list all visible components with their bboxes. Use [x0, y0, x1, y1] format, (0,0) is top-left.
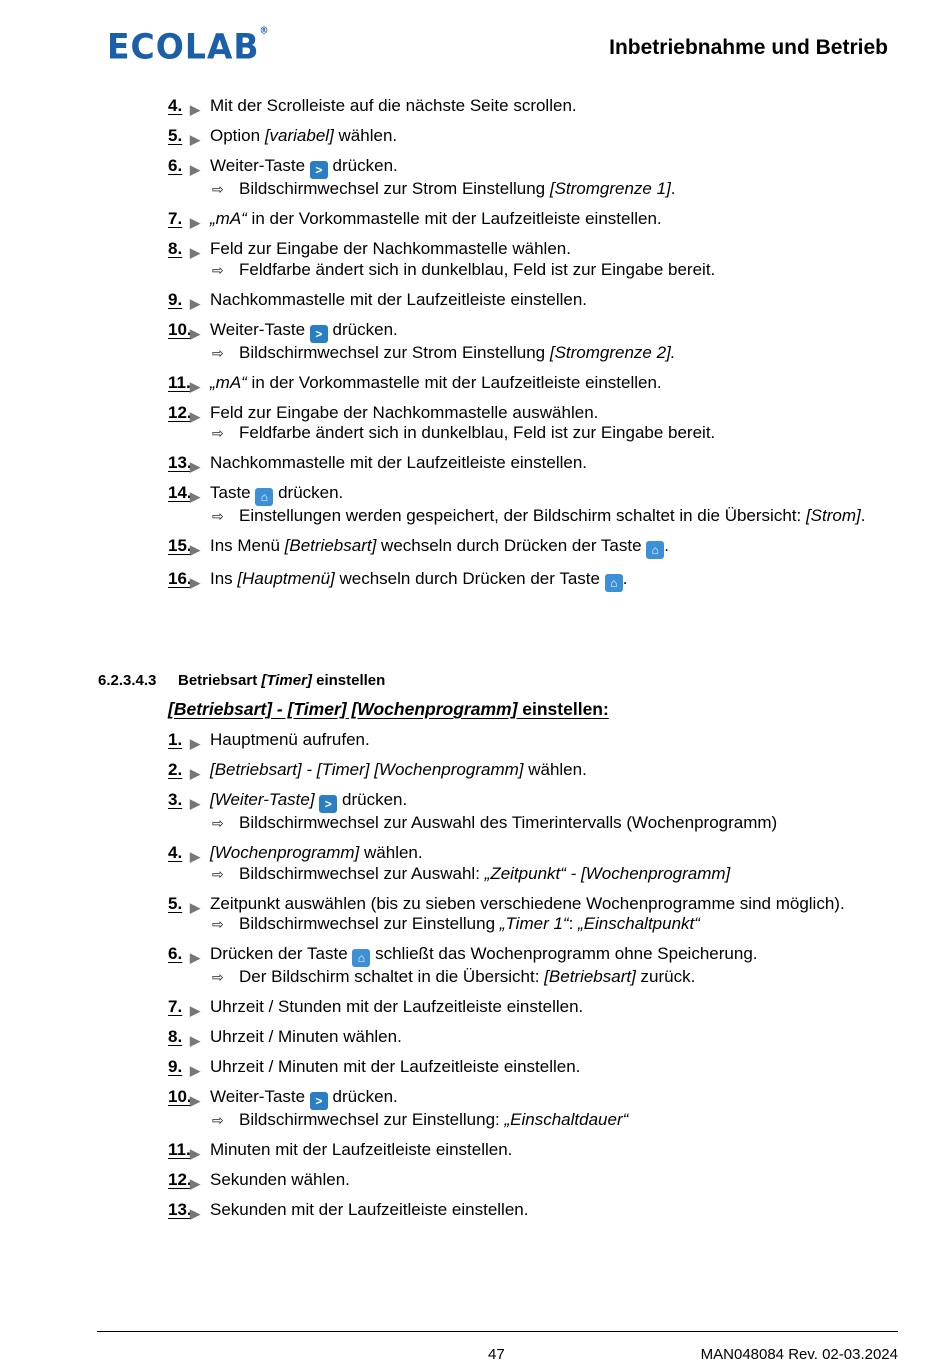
step-text: [Betriebsart] - [Timer] [Wochenprogramm] wählen. — [210, 760, 587, 779]
ecolab-logo: ECOLAB® — [107, 26, 269, 67]
next-key-icon: > — [310, 161, 328, 179]
result-arrow-icon: ⇨ — [212, 181, 224, 197]
step-number: 11. ▶ — [168, 373, 208, 394]
document-reference: MAN048084 Rev. 02-03.2024 — [700, 1346, 898, 1363]
step-arrow-icon: ▶ — [190, 542, 200, 557]
step-result: ⇨ Der Bildschirm schaltet in die Übersicht: [Betriebsart] zurück. — [212, 967, 696, 986]
step-arrow-icon: ▶ — [190, 489, 200, 504]
step-item — [168, 1057, 908, 1078]
step-arrow-icon: ▶ — [190, 950, 200, 965]
step-item — [168, 126, 908, 147]
step-item — [168, 536, 908, 559]
step-item — [168, 1140, 908, 1161]
step-item — [168, 1087, 908, 1131]
step-arrow-icon: ▶ — [190, 574, 200, 590]
step-number: 10. ▶ — [168, 1087, 208, 1108]
result-arrow-icon: ⇨ — [212, 1112, 224, 1128]
step-number: 13. ▶ — [168, 1200, 208, 1221]
step-arrow-icon: ▶ — [190, 295, 200, 311]
step-text: „mA“ in der Vorkommastelle mit der Laufzeitleiste einstellen. — [210, 209, 662, 228]
result-arrow-icon: ⇨ — [212, 261, 224, 278]
step-text: Sekunden wählen. — [210, 1170, 350, 1189]
step-number: 7. ▶ — [168, 997, 208, 1018]
result-arrow-icon: ⇨ — [212, 969, 224, 985]
step-text: Hauptmenü aufrufen. — [210, 730, 370, 749]
step-arrow-icon: ▶ — [190, 736, 200, 751]
step-number: 2. ▶ — [168, 760, 208, 781]
step-item — [168, 453, 908, 474]
step-item — [168, 760, 908, 781]
step-result: ⇨ Einstellungen werden gespeichert, der Bildschirm schaltet in die Übersicht: [Strom]. — [212, 506, 866, 525]
step-text: Option [variabel] wählen. — [210, 126, 398, 145]
step-arrow-icon: ▶ — [190, 849, 200, 864]
step-arrow-icon: ▶ — [190, 1206, 200, 1221]
footer-divider — [97, 1331, 898, 1332]
step-text: „mA“ in der Vorkommastelle mit der Laufzeitleiste einstellen. — [210, 372, 662, 392]
step-result: ⇨ Bildschirmwechsel zur Einstellung „Timer 1“: „Einschaltpunkt“ — [212, 914, 700, 933]
step-number: 4. ▶ — [168, 96, 208, 117]
step-number: 8. ▶ — [168, 1027, 208, 1048]
step-result: ⇨ Bildschirmwechsel zur Strom Einstellung [Stromgrenze 2]. — [212, 342, 676, 362]
step-text: Taste ⌂ drücken. — [210, 483, 344, 504]
next-key-icon: > — [319, 795, 337, 813]
step-text: Drücken der Taste ⌂ schließt das Wochenprogramm ohne Speicherung. — [210, 944, 758, 965]
step-arrow-icon: ▶ — [190, 1176, 200, 1191]
result-arrow-icon: ⇨ — [212, 508, 224, 524]
step-number: 7. ▶ — [168, 209, 208, 230]
step-item — [168, 1027, 908, 1048]
step-number: 12. ▶ — [168, 403, 208, 424]
step-number: 15. ▶ — [168, 536, 208, 557]
step-number: 8. ▶ — [168, 239, 208, 260]
step-text: Feld zur Eingabe der Nachkommastelle wählen. — [210, 239, 571, 258]
step-text: Feld zur Eingabe der Nachkommastelle auswählen. — [210, 402, 599, 422]
step-arrow-icon: ▶ — [190, 1003, 200, 1018]
step-item — [168, 290, 908, 311]
step-item — [168, 894, 908, 935]
next-key-icon: > — [310, 325, 328, 343]
step-text: Uhrzeit / Stunden mit der Laufzeitleiste einstellen. — [210, 997, 584, 1016]
step-item — [168, 730, 908, 751]
step-item — [168, 1200, 908, 1221]
step-number: 5. ▶ — [168, 126, 208, 147]
page-header-title: Inbetriebnahme und Betrieb — [609, 36, 888, 59]
step-text: Uhrzeit / Minuten mit der Laufzeitleiste einstellen. — [210, 1057, 581, 1076]
step-arrow-icon: ▶ — [190, 102, 200, 117]
step-arrow-icon: ▶ — [190, 162, 200, 177]
step-item — [168, 373, 908, 394]
step-item — [168, 997, 908, 1018]
step-item — [168, 483, 908, 527]
step-arrow-icon: ▶ — [190, 408, 200, 424]
step-list-current — [168, 96, 908, 601]
step-number: 14. ▶ — [168, 483, 208, 504]
home-key-icon: ⌂ — [352, 949, 370, 967]
step-number: 5. ▶ — [168, 894, 208, 915]
step-text: Weiter-Taste > drücken. — [210, 1087, 398, 1108]
step-arrow-icon: ▶ — [190, 1063, 200, 1078]
result-arrow-icon: ⇨ — [212, 815, 224, 831]
home-key-icon: ⌂ — [646, 541, 664, 559]
step-number: 16. ▶ — [168, 569, 208, 590]
step-result: ⇨ Bildschirmwechsel zur Auswahl: „Zeitpunkt“ - [Wochenprogramm] — [212, 863, 731, 883]
step-list-timer — [168, 730, 908, 1230]
step-arrow-icon: ▶ — [190, 1033, 200, 1048]
step-text: Ins Menü [Betriebsart] wechseln durch Drücken der Taste ⌂ . — [210, 536, 669, 557]
step-arrow-icon: ▶ — [190, 215, 200, 230]
step-result: ⇨ Bildschirmwechsel zur Einstellung: „Einschaltdauer“ — [212, 1110, 629, 1129]
step-arrow-icon: ▶ — [190, 459, 200, 474]
step-arrow-icon: ▶ — [190, 132, 200, 147]
step-text: [Wochenprogramm] wählen. — [210, 843, 423, 862]
step-number: 11. ▶ — [168, 1140, 208, 1161]
step-text: Ins [Hauptmenü] wechseln durch Drücken der Taste ⌂ . — [210, 568, 628, 590]
step-arrow-icon: ▶ — [190, 766, 200, 781]
step-item — [168, 209, 908, 230]
step-item — [168, 96, 908, 117]
step-number: 9. ▶ — [168, 1057, 208, 1078]
step-result: ⇨ Feldfarbe ändert sich in dunkelblau, Feld ist zur Eingabe bereit. — [212, 423, 716, 442]
step-number: 6. ▶ — [168, 944, 208, 965]
step-number: 3. ▶ — [168, 790, 208, 811]
step-item — [168, 156, 908, 200]
step-number: 6. ▶ — [168, 156, 208, 177]
step-result: ⇨ Feldfarbe ändert sich in dunkelblau, Feld ist zur Eingabe bereit. — [212, 259, 716, 279]
section-heading: 6.2.3.4.3 Betriebsart [Timer] einstellen — [98, 672, 386, 689]
step-arrow-icon: ▶ — [190, 796, 200, 811]
step-arrow-icon: ▶ — [190, 899, 200, 915]
step-item — [168, 944, 908, 988]
step-text: Weiter-Taste > drücken. — [210, 319, 398, 341]
step-number: 10. ▶ — [168, 320, 208, 341]
step-item — [168, 403, 908, 444]
step-item — [168, 239, 908, 280]
result-arrow-icon: ⇨ — [212, 425, 224, 441]
step-number: 13. ▶ — [168, 453, 208, 474]
result-arrow-icon: ⇨ — [212, 865, 224, 882]
step-result: ⇨ Bildschirmwechsel zur Strom Einstellung [Stromgrenze 1]. — [212, 179, 676, 198]
step-text: Minuten mit der Laufzeitleiste einstellen. — [210, 1140, 513, 1159]
result-arrow-icon: ⇨ — [212, 344, 224, 361]
home-key-icon: ⌂ — [605, 574, 623, 592]
home-key-icon: ⌂ — [255, 488, 273, 506]
step-number: 1. ▶ — [168, 730, 208, 751]
step-item — [168, 843, 908, 884]
step-text: Sekunden mit der Laufzeitleiste einstellen. — [210, 1200, 529, 1219]
step-arrow-icon: ▶ — [190, 325, 200, 341]
step-text: Mit der Scrolleiste auf die nächste Seite scrollen. — [210, 96, 577, 115]
page-number: 47 — [488, 1346, 505, 1363]
step-arrow-icon: ▶ — [190, 1093, 200, 1108]
step-result: ⇨ Bildschirmwechsel zur Auswahl des Timerintervalls (Wochenprogramm) — [212, 813, 778, 832]
step-arrow-icon: ▶ — [190, 245, 200, 260]
step-item — [168, 320, 908, 364]
step-number: 9. ▶ — [168, 290, 208, 311]
step-item — [168, 569, 908, 592]
step-number: 12. ▶ — [168, 1170, 208, 1191]
step-number: 4. ▶ — [168, 843, 208, 864]
next-key-icon: > — [310, 1092, 328, 1110]
step-text: Zeitpunkt auswählen (bis zu sieben verschiedene Wochenprogramme sind möglich). — [210, 893, 845, 913]
step-item — [168, 790, 908, 834]
step-arrow-icon: ▶ — [190, 1146, 200, 1161]
step-text: [Weiter-Taste] > drücken. — [210, 790, 408, 811]
subheading-wochenprogramm: [Betriebsart] - [Timer] [Wochenprogramm] einstellen: — [168, 699, 609, 719]
result-arrow-icon: ⇨ — [212, 916, 224, 932]
step-item — [168, 1170, 908, 1191]
step-text: Weiter-Taste > drücken. — [210, 156, 398, 177]
step-text: Nachkommastelle mit der Laufzeitleiste einstellen. — [210, 289, 588, 309]
step-text: Nachkommastelle mit der Laufzeitleiste einstellen. — [210, 453, 588, 472]
step-text: Uhrzeit / Minuten wählen. — [210, 1027, 402, 1046]
step-arrow-icon: ▶ — [190, 378, 200, 394]
